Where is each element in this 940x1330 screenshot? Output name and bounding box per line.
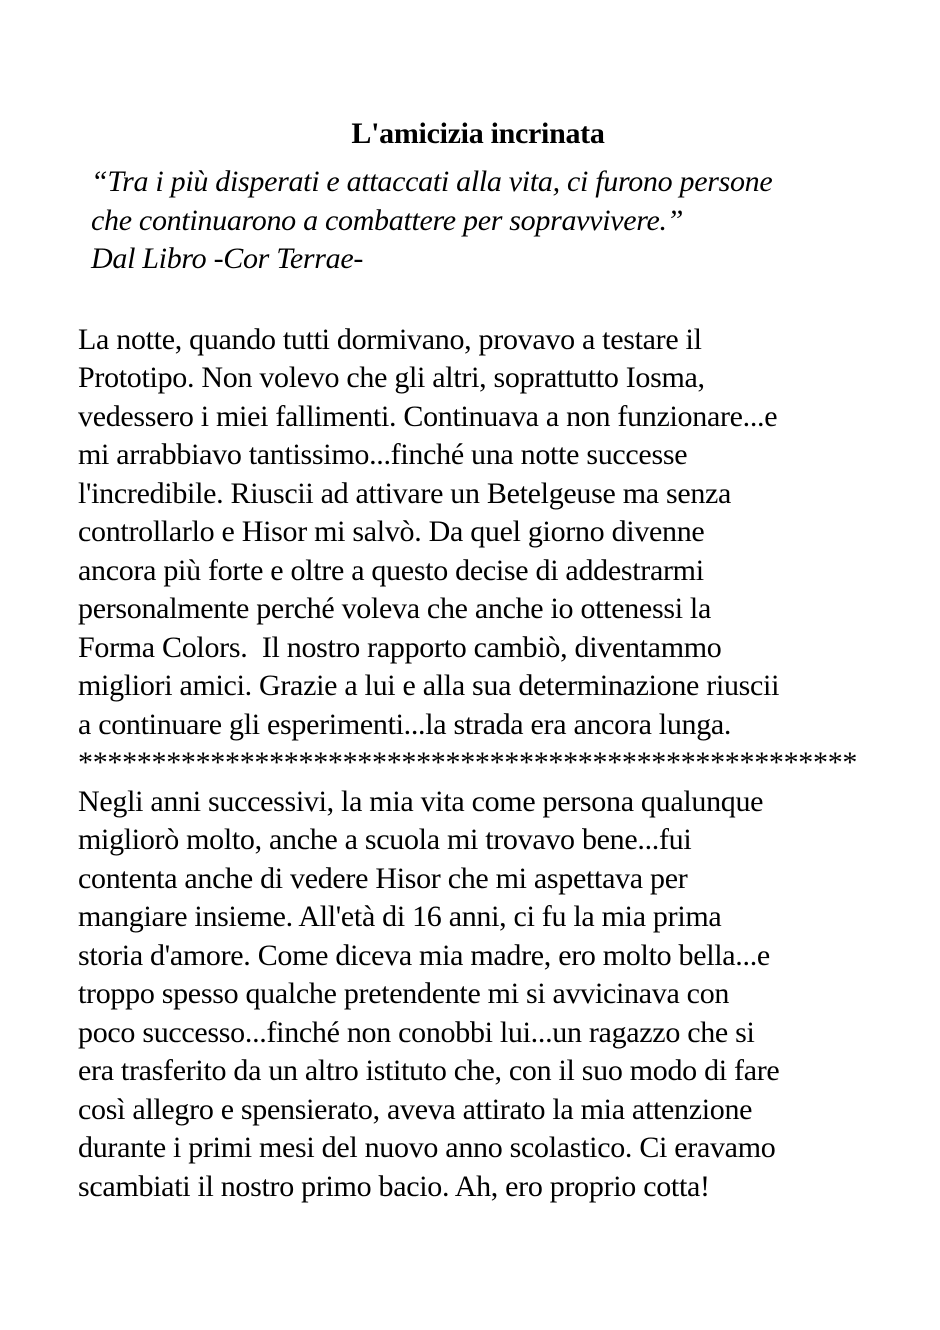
text-line: La notte, quando tutti dormivano, provavo a testare il <box>78 322 702 356</box>
paragraph-2 <box>78 783 878 1207</box>
text-line: Forma Colors. Il nostro rapporto cambiò, diventammo <box>78 630 722 664</box>
text-line: scambiati il nostro primo bacio. Ah, ero proprio cotta! <box>78 1169 710 1203</box>
text-line: migliori amici. Grazie a lui e alla sua determinazione riuscii <box>78 669 780 702</box>
text-line: l'incredibile. Riuscii ad attivare un Betelgeuse ma senza <box>78 476 732 510</box>
text-line: ancora più forte e oltre a questo decise di addestrarmi <box>78 553 704 587</box>
epigraph-quote <box>91 163 878 279</box>
text-line: troppo spesso qualche pretendente mi si avvicinava con <box>78 977 730 1010</box>
text-line: durante i primi mesi del nuovo anno scolastico. Ci eravamo <box>78 1131 776 1164</box>
text-line: Prototipo. Non volevo che gli altri, soprattutto Iosma, <box>78 361 705 394</box>
text-line: contenta anche di vedere Hisor che mi aspettava per <box>78 861 688 895</box>
page-title: L'amicizia incrinata <box>351 117 605 150</box>
text-line: Negli anni successivi, la mia vita come persona qualunque <box>78 784 764 818</box>
paragraph-1 <box>78 321 878 745</box>
asterisk-separator: ***************************************************** <box>78 746 858 779</box>
text-line: a continuare gli esperimenti...la strada era ancora lunga. <box>78 707 732 741</box>
text-line: era trasferito da un altro istituto che, con il suo modo di fare <box>78 1054 780 1087</box>
text-line: Dal Libro -Cor Terrae- <box>91 242 364 275</box>
text-line: poco successo...finché non conobbi lui...un ragazzo che si <box>78 1015 755 1049</box>
text-line: vedessero i miei fallimenti. Continuava a non funzionare...e <box>78 399 778 433</box>
text-line: mangiare insieme. All'età di 16 anni, ci fu la mia prima <box>78 900 722 933</box>
text-line: “Tra i più disperati e attaccati alla vita, ci furono persone <box>91 165 773 198</box>
text-line: così allegro e spensierato, aveva attirato la mia attenzione <box>78 1092 753 1126</box>
text-line: che continuarono a combattere per sopravvivere.” <box>91 203 684 237</box>
text-line: controllarlo e Hisor mi salvò. Da quel giorno divenne <box>78 515 705 548</box>
text-line: storia d'amore. Come diceva mia madre, ero molto bella...e <box>78 938 770 972</box>
text-line: migliorò molto, anche a scuola mi trovavo bene...fui <box>78 823 692 856</box>
text-line: personalmente perché voleva che anche io ottenessi la <box>78 592 711 625</box>
text-line: mi arrabbiavo tantissimo...finché una notte successe <box>78 438 688 471</box>
